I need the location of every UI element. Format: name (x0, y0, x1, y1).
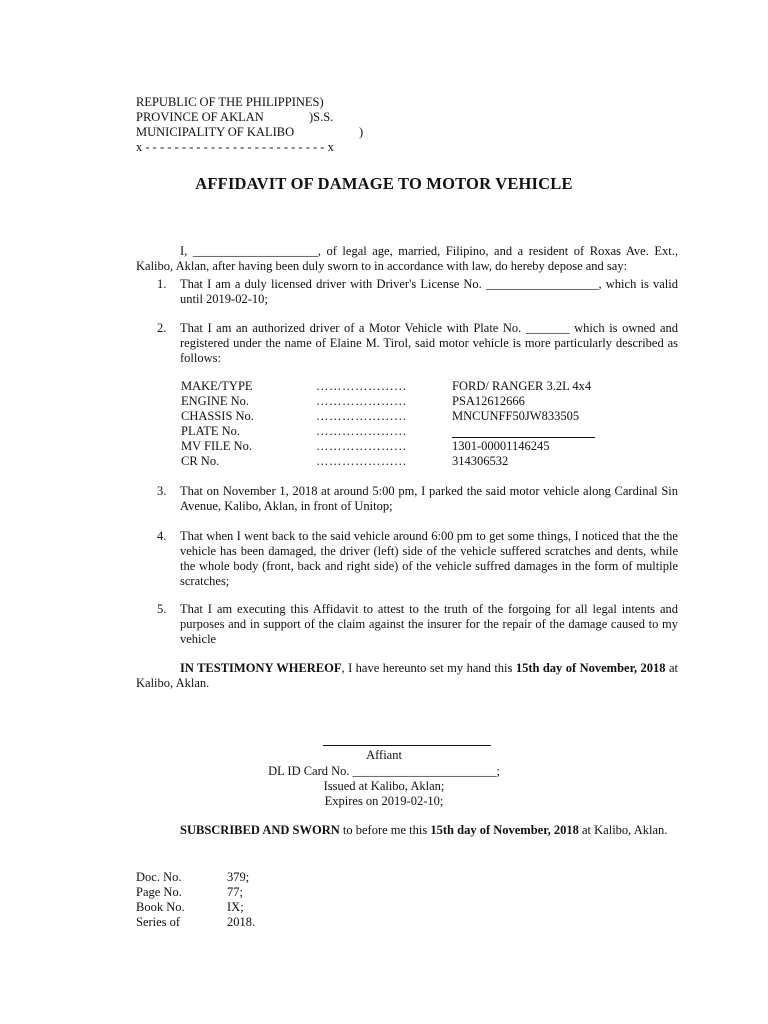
spec-value: 314306532 (452, 454, 509, 468)
register-label: Book No. (136, 900, 185, 914)
intro-prefix: I, (180, 244, 193, 258)
caption-municipality-suffix: ) (359, 125, 364, 139)
dl-id-blank: _______________________ (352, 764, 497, 778)
plate-value-blank-line (452, 424, 595, 438)
spec-row (181, 439, 661, 454)
spec-dots: ………………… (316, 379, 407, 393)
document-title: AFFIDAVIT OF DAMAGE TO MOTOR VEHICLE (195, 174, 573, 193)
item-number: 2. (157, 321, 167, 335)
dl-id-line (0, 764, 768, 779)
register-label: Doc. No. (136, 870, 182, 884)
spec-row (181, 379, 661, 394)
caption-republic: REPUBLIC OF THE PHILIPPINES) (136, 95, 324, 109)
testimony-heading: IN TESTIMONY WHEREOF (180, 661, 342, 675)
jurat-heading: SUBSCRIBED AND SWORN (180, 823, 340, 837)
signature-line (323, 745, 491, 746)
spec-dots: ………………… (316, 394, 407, 408)
spec-value: 1301-00001146245 (452, 439, 550, 453)
caption-province-text: PROVINCE OF AKLAN (136, 110, 264, 124)
item-2 (180, 321, 678, 366)
spec-row (181, 394, 661, 409)
spec-dots: ………………… (316, 454, 407, 468)
spec-value: MNCUNFF50JW833505 (452, 409, 580, 423)
venue-caption (136, 95, 396, 155)
item-number: 3. (157, 484, 167, 498)
item-1-text-b: , which is valid until 2019-02-10; (180, 277, 678, 306)
item-number: 5. (157, 602, 167, 616)
spec-label: PLATE No. (181, 424, 241, 438)
dl-id-prefix: DL ID Card No. (268, 764, 353, 778)
item-number: 4. (157, 529, 167, 543)
spec-dots: ………………… (316, 424, 407, 438)
affiant-name-blank: ____________________ (192, 244, 318, 258)
spec-row (181, 409, 661, 424)
register-value: 379; (227, 870, 250, 884)
register-row (136, 900, 336, 915)
jurat-date: 15th day of November, 2018 (430, 823, 579, 837)
register-value: IX; (227, 900, 244, 914)
item-1-text-a: That I am a duly licensed driver with Driver's License No. (180, 277, 486, 291)
dl-id-suffix: ; (496, 764, 500, 778)
item-number: 1. (157, 277, 167, 291)
spec-row (181, 424, 661, 439)
issued-at: Issued at Kalibo, Aklan; (323, 779, 445, 793)
testimony-text-b: at Kalibo, Aklan. (136, 661, 678, 690)
intro-paragraph (136, 244, 678, 274)
item-4: That when I went back to the said vehicle around 6:00 pm to get some things, I noticed that the the vehicle has been damaged, the driver (left) side of the vehicle suffered scratches and dents, while the whole body (front, back and right side) of the vehicle suffred damages in the form of multiple scratches; (180, 529, 678, 588)
caption-province (136, 110, 396, 125)
spec-label: CHASSIS No. (181, 409, 254, 423)
register-label: Series of (136, 915, 181, 929)
register-row (136, 915, 336, 930)
register-value: 2018. (227, 915, 256, 929)
item-5: That I am executing this Affidavit to attest to the truth of the forgoing for all legal intents and purposes and in support of the claim against the insurer for the repair of the damage caused to my vehicle (180, 602, 678, 646)
spec-row (181, 454, 661, 469)
item-2-text-b: which is owned and registered under the name of Elaine M. Tirol, said motor vehicle is more particularly described as follows: (180, 321, 678, 365)
affiant-label: Affiant (366, 748, 402, 762)
vehicle-specs (181, 379, 661, 469)
spec-label: MAKE/TYPE (181, 379, 253, 393)
license-number-blank: __________________ (485, 277, 599, 291)
caption-municipality (136, 125, 396, 140)
spec-label: MV FILE No. (181, 439, 252, 453)
jurat-paragraph (136, 823, 678, 838)
plate-number-blank: _______ (525, 321, 570, 335)
register-label: Page No. (136, 885, 182, 899)
register-row (136, 870, 336, 885)
testimony-paragraph (136, 661, 678, 691)
spec-dots: ………………… (316, 439, 407, 453)
item-1 (180, 277, 678, 307)
item-2-text-a: That I am an authorized driver of a Motor Vehicle with Plate No. (180, 321, 526, 335)
spec-label: ENGINE No. (181, 394, 250, 408)
register-row (136, 885, 336, 900)
caption-municipality-text: MUNICIPALITY OF KALIBO (136, 125, 295, 139)
spec-value: PSA12612666 (452, 394, 525, 408)
notarial-register (136, 870, 336, 930)
spec-value: FORD/ RANGER 3.2L 4x4 (452, 379, 592, 393)
expires-on: Expires on 2019-02-10; (324, 794, 444, 808)
jurat-text-a: to before me this (339, 823, 431, 837)
intro-rest: , of legal age, married, Filipino, and a resident of Roxas Ave. Ext., Kalibo, Aklan, after having been duly sworn to in accordance with law, do hereby depose and say: (136, 244, 678, 273)
caption-divider: x - - - - - - - - - - - - - - - - - - - - - - - - - x (136, 140, 334, 154)
caption-province-suffix: )S.S. (309, 110, 334, 124)
spec-dots: ………………… (316, 409, 407, 423)
register-value: 77; (227, 885, 243, 899)
item-3: That on November 1, 2018 at around 5:00 pm, I parked the said motor vehicle along Cardinal Sin Avenue, Kalibo, Aklan, in front of Unitop; (180, 484, 678, 513)
jurat-text-b: at Kalibo, Aklan. (578, 823, 668, 837)
testimony-text-a: , I have hereunto set my hand this (341, 661, 516, 675)
spec-label: CR No. (181, 454, 220, 468)
testimony-date: 15th day of November, 2018 (515, 661, 666, 675)
